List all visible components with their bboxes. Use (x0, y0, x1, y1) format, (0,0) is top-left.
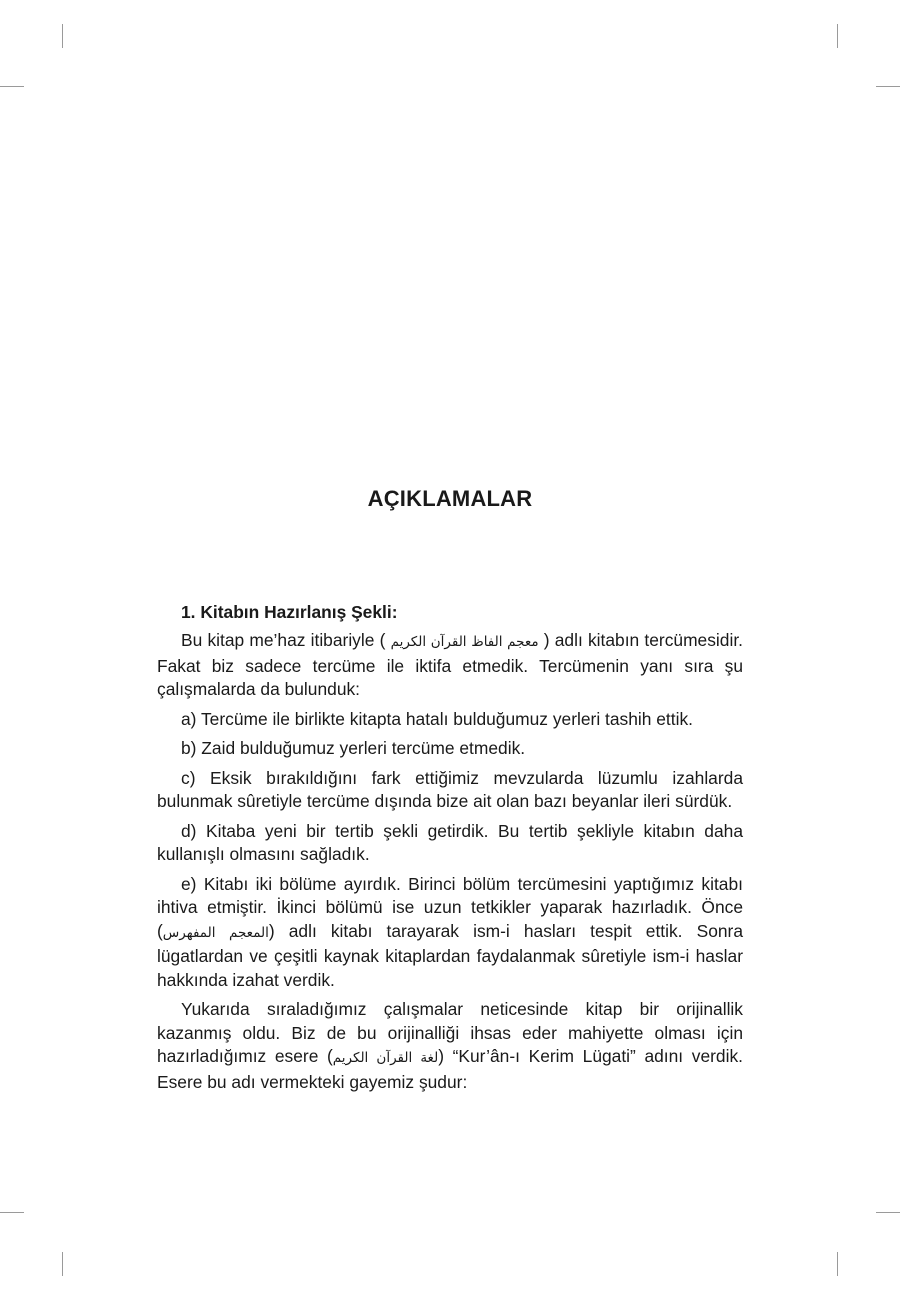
crop-mark-top-right-horizontal (876, 86, 900, 87)
crop-mark-bottom-left-horizontal (0, 1212, 24, 1213)
arabic-book-title: معجم الفاظ القرآن الكريم (390, 634, 539, 650)
crop-mark-top-left-horizontal (0, 86, 24, 87)
list-item-d: d) Kitaba yeni bir tertib şekli getirdik. Bu tertib şekliyle kitabın daha kullanışlı olmasını sağladık. (157, 820, 743, 864)
crop-mark-top-left-vertical (62, 24, 63, 48)
intro-text-before: Bu kitap me’haz itibariyle ( (181, 630, 391, 650)
crop-mark-bottom-right-horizontal (876, 1212, 900, 1213)
closing-text-after: ) “Kur’ân-ı Kerim Lügati” adını verdik. Esere bu adı vermekteki gayemiz şudur: (157, 1046, 743, 1092)
item-e-text-after: ) adlı kitabı tarayarak ism-i hasları tespit ettik. Sonra lügatlardan ve çeşitli kaynak kitaplardan faydalanmak sûretiyle ism-i haslar hakkında izahat verdik. (157, 920, 743, 990)
item-e-text-before: e) Kitabı iki bölüme ayırdık. Birinci bölüm tercümesini yaptığımız kitabı ihtiva etmiştir. İkinci bölümü ise uzun tetkikler yaparak hazırladık. Önce ( (157, 873, 743, 941)
arabic-work-title: لغة القرآن الكريم (332, 1050, 439, 1066)
crop-mark-bottom-right-vertical (837, 1252, 838, 1276)
list-item-e (157, 873, 743, 993)
list-item-b: b) Zaid bulduğumuz yerleri tercüme etmedik. (181, 738, 526, 758)
crop-mark-top-right-vertical (837, 24, 838, 48)
closing-text-before: Yukarıda sıraladığımız çalışmalar neticesinde kitap bir orijinallik kazanmış oldu. Biz de bu orijinalliği ihsas eder mahiyette olması için hazırladığımız esere ( (157, 999, 743, 1066)
crop-mark-bottom-left-vertical (62, 1252, 63, 1276)
arabic-index-title: المعجم المفهرس (162, 924, 269, 941)
body-text (157, 600, 743, 1100)
page-title: AÇIKLAMALAR (367, 486, 533, 511)
list-item-c: c) Eksik bırakıldığını fark ettiğimiz mevzularda lüzumlu izahlarda bulunmak sûretiyle tercüme dışında bize ait olan bazı beyanlar ileri sürdük. (157, 767, 743, 811)
list-item-a: a) Tercüme ile birlikte kitapta hatalı bulduğumuz yerleri tashih ettik. (181, 708, 693, 729)
closing-paragraph (157, 998, 743, 1094)
intro-paragraph (157, 629, 743, 702)
section-heading: 1. Kitabın Hazırlanış Şekli: (181, 602, 398, 622)
intro-text-after: ) adlı kitabın tercümesidir. Fakat biz sadece tercüme ile iktifa etmedik. Tercümenin yanı sıra şu çalışmalarda da bulunduk: (157, 630, 743, 699)
